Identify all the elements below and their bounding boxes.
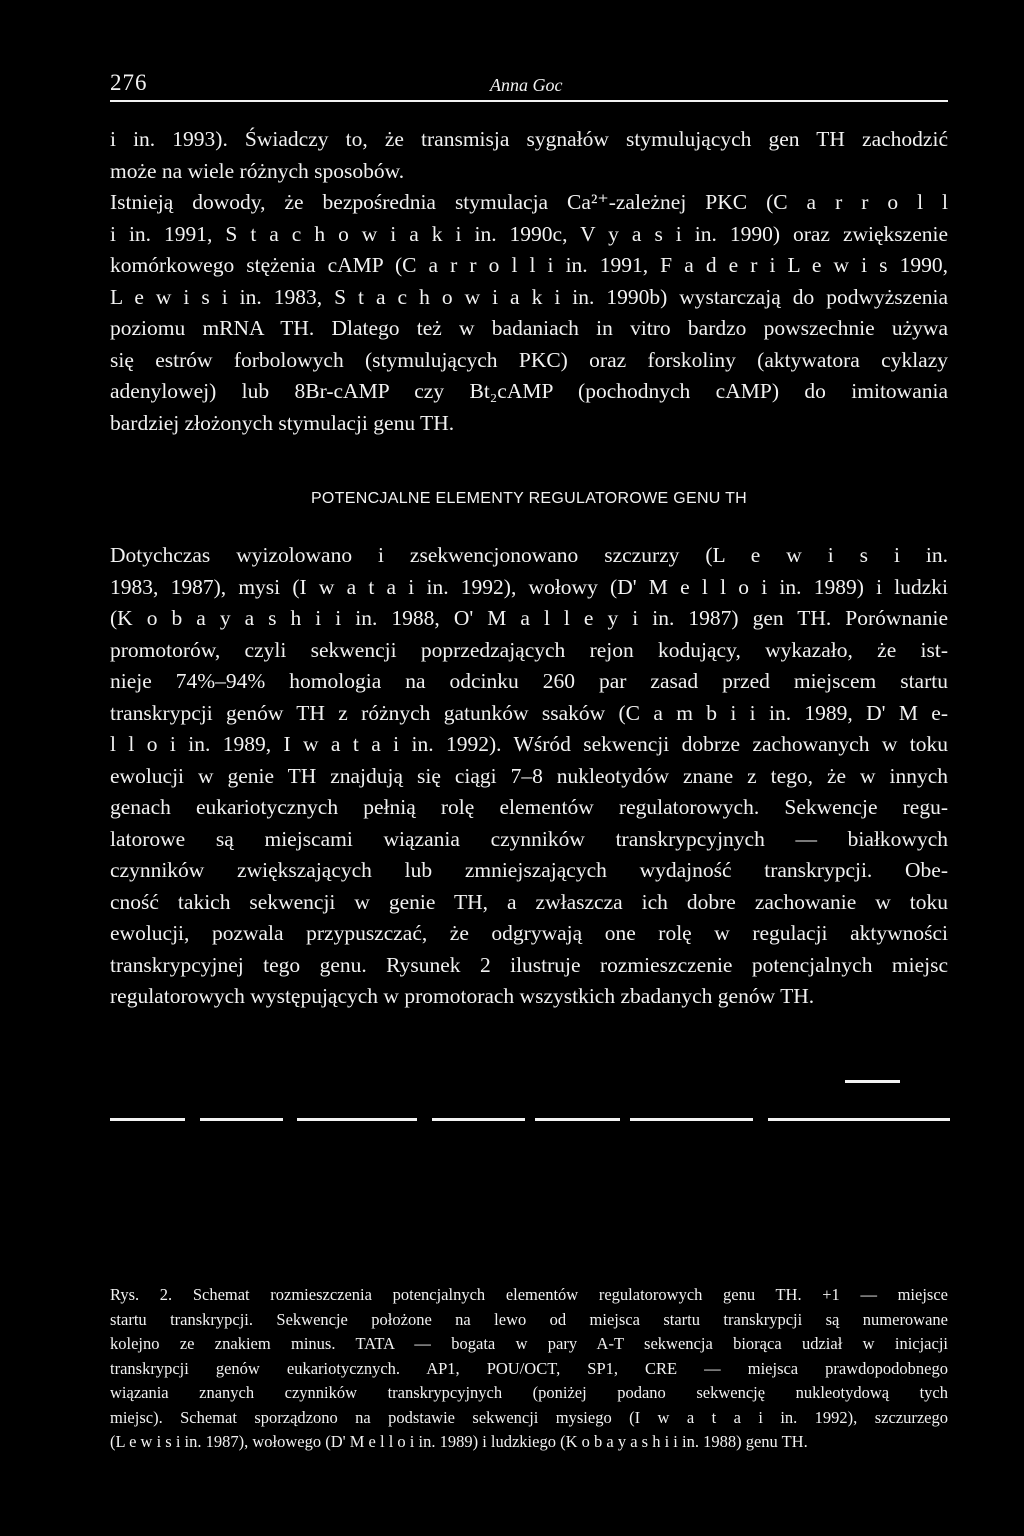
figure-line-segment	[110, 1118, 185, 1121]
text-line: bardziej złożonych stymulacji genu TH.	[110, 410, 455, 435]
caption-line: Rys. 2. Schemat rozmieszczenia potencjalnych elementów regulatorowych genu TH. +1 — miejsce	[110, 1285, 948, 1304]
section-heading: POTENCJALNE ELEMENTY REGULATOROWE GENU TH	[310, 490, 748, 507]
text-line: genach eukariotycznych pełnią rolę elementów regulatorowych. Sekwencje regu-	[110, 795, 948, 819]
figure-line-segment	[768, 1118, 950, 1121]
page-number: 276	[110, 70, 148, 95]
text-line: cność takich sekwencji w genie TH, a zwłaszcza ich dobre zachowanie w toku	[110, 889, 948, 914]
paragraph-1	[110, 124, 948, 439]
text-line: 1983, 1987), mysi (I w a t a i in. 1992), wołowy (D' M e l l o i in. 1989) i ludzki	[110, 574, 948, 599]
text-line: Istnieją dowody, że bezpośrednia stymulacja Ca²⁺-zależnej PKC (C a r r o l l	[110, 190, 948, 214]
caption-line: startu transkrypcji. Sekwencje położone na lewo od miejsca startu transkrypcji są numerowane	[110, 1309, 948, 1329]
text-line: i in. 1993). Świadczy to, że transmisja sygnałów stymulujących gen TH zachodzić	[110, 127, 948, 151]
text-line: transkrypcyjnej tego genu. Rysunek 2 ilustruje rozmieszczenie potencjalnych miejsc	[110, 952, 948, 977]
text-line: promotorów, czyli sekwencji poprzedzających rejon kodujący, wykazało, że ist-	[110, 637, 948, 662]
text-line: L e w i s i in. 1983, S t a c h o w i a k i in. 1990b) wystarczają do podwyższenia	[110, 284, 948, 309]
figure-line-segment	[630, 1118, 753, 1121]
text-line: l l o i in. 1989, I w a t a i in. 1992). Wśród sekwencji dobrze zachowanych w toku	[110, 732, 948, 756]
text-line: poziomu mRNA TH. Dlatego też w badaniach in vitro bardzo powszechnie używa	[110, 316, 948, 340]
caption-line: transkrypcji genów eukariotycznych. AP1, POU/OCT, SP1, CRE — miejsca prawdopodobnego	[110, 1358, 948, 1378]
text-line: ewolucji, pozwala przypuszczać, że odgrywają one rolę w regulacji aktywności	[110, 921, 948, 945]
text-line: Dotychczas wyizolowano i zsekwencjonowano szczurzy (L e w i s i in.	[110, 543, 948, 567]
running-author: Anna Goc	[490, 75, 563, 95]
text-line: może na wiele różnych sposobów.	[110, 158, 405, 183]
caption-line: wiązania znanych czynników transkrypcyjnych (poniżej podano sekwencję nukleotydową tych	[110, 1383, 948, 1402]
caption-line: kolejno ze znakiem minus. TATA — bogata w pary A-T sekwencja biorąca udział w inicjacji	[110, 1334, 948, 1353]
text-line: regulatorowych występujących w promotorach wszystkich zbadanych genów TH.	[110, 984, 815, 1008]
figure-line-segment	[535, 1118, 620, 1121]
text-line: ewolucji w genie TH znajdują się ciągi 7–8 nukleotydów znane z tego, że w innych	[110, 763, 948, 788]
figure-line-segment	[845, 1080, 900, 1083]
text-line: latorowe są miejscami wiązania czynników transkrypcyjnych — białkowych	[110, 826, 948, 851]
text-line: czynników zwiększających lub zmniejszających wydajność transkrypcji. Obe-	[110, 858, 948, 882]
figure-2-schematic	[0, 1060, 1024, 1140]
text-line: i in. 1991, S t a c h o w i a k i in. 1990c, V y a s i in. 1990) oraz zwiększenie	[110, 221, 948, 246]
paragraph-2	[110, 540, 948, 1013]
running-header	[110, 66, 948, 102]
text-line: transkrypcji genów TH z różnych gatunków ssaków (C a m b i i in. 1989, D' M e-	[110, 700, 948, 725]
caption-line: (L e w i s i in. 1987), wołowego (D' M e l l o i in. 1989) i ludzkiego (K o b a y a s h i i in. 1988) genu TH.	[110, 1432, 808, 1451]
text-line: nieje 74%–94% homologia na odcinku 260 par zasad przed miejscem startu	[110, 669, 948, 693]
figure-line-segment	[297, 1118, 417, 1121]
caption-line: miejsc). Schemat sporządzono na podstawie sekwencji mysiego (I w a t a i in. 1992), szczurzego	[110, 1407, 948, 1427]
text-line: komórkowego stężenia cAMP (C a r r o l l i in. 1991, F a d e r i L e w i s 1990,	[110, 253, 948, 277]
figure-line-segment	[200, 1118, 283, 1121]
figure-caption	[110, 1283, 948, 1455]
text-line: adenylowej) lub 8Br-cAMP czy Bt₂cAMP (pochodnych cAMP) do imitowania	[110, 379, 948, 403]
text-line: (K o b a y a s h i i in. 1988, O' M a l l e y i in. 1987) gen TH. Porównanie	[110, 606, 948, 630]
figure-line-segment	[432, 1118, 525, 1121]
text-line: się estrów forbolowych (stymulujących PKC) oraz forskoliny (aktywatora cyklazy	[110, 347, 948, 372]
